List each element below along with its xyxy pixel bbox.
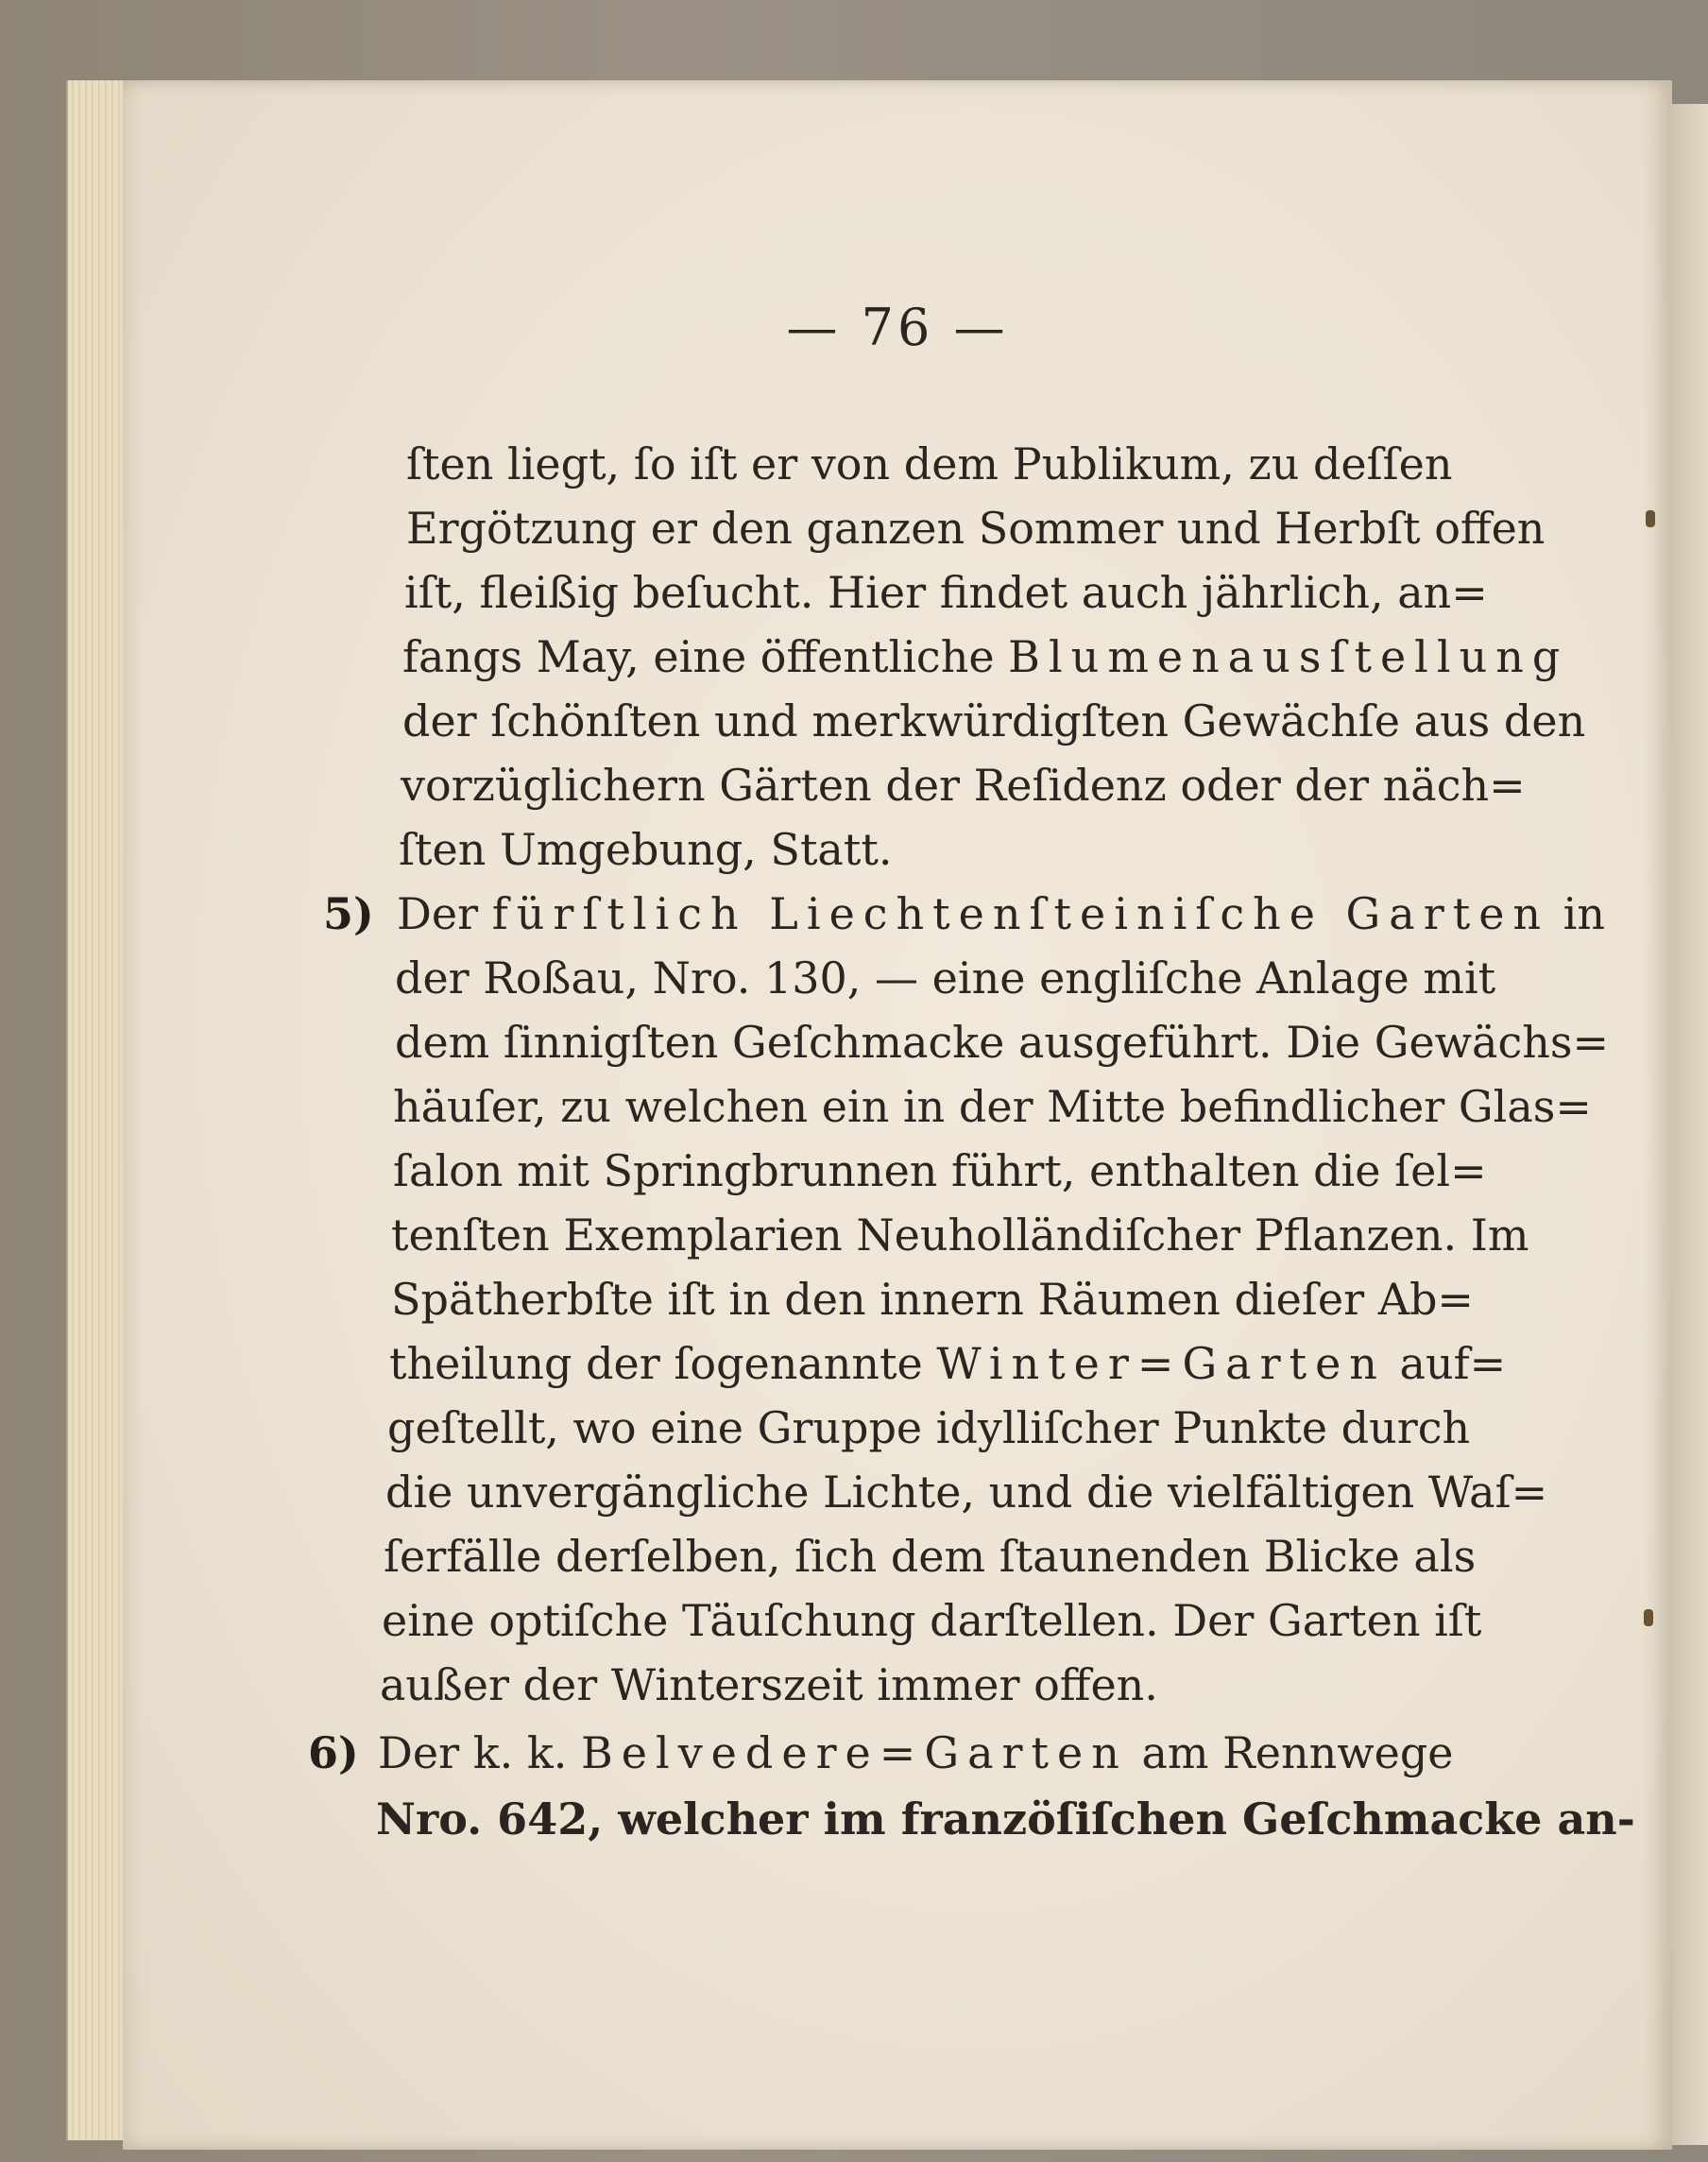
- emphasized-term: fürſtlich Liechtenſteiniſche Garten: [491, 888, 1550, 939]
- text-line: tenſten Exemplarien Neuholländiſcher Pflanzen. Im: [391, 1210, 1529, 1261]
- text-line: Nro. 642, welcher im franzöſiſchen Geſchmacke an-: [376, 1793, 1635, 1845]
- emphasized-term: Blumenausſtellung: [1008, 631, 1569, 682]
- emphasized-term: Belvedere=Garten: [580, 1727, 1128, 1778]
- text-line: Ergötzung er den ganzen Sommer und Herbſt offen: [406, 503, 1546, 554]
- text-line: eine optiſche Täuſchung darſtellen. Der Garten iſt: [382, 1595, 1482, 1646]
- text-line: dem ſinnigſten Geſchmacke ausgeführt. Die Gewächs=: [395, 1017, 1610, 1068]
- text-line: theilung der ſogenannte Winter=Garten auf=: [389, 1338, 1507, 1389]
- emphasized-term: Winter=Garten: [936, 1338, 1386, 1389]
- body-text: [123, 80, 1672, 2150]
- text-line: iſt, fleißig beſucht. Hier findet auch jährlich, an=: [404, 567, 1488, 618]
- text-line: Spätherbſte iſt in den innern Räumen dieſer Ab=: [391, 1274, 1474, 1325]
- binding-mark: [1644, 1609, 1653, 1626]
- item-number: 5): [323, 888, 374, 939]
- text-line: vorzüglichern Gärten der Reſidenz oder der näch=: [401, 760, 1526, 811]
- book-page: [123, 80, 1672, 2150]
- text-line: außer der Winterszeit immer offen.: [380, 1659, 1158, 1710]
- text-line: häuſer, zu welchen ein in der Mitte befindlicher Glas=: [393, 1081, 1592, 1132]
- text-line: der ſchönſten und merkwürdigſten Gewächſe aus den: [402, 695, 1586, 746]
- text-line: der Roßau, Nro. 130, — eine engliſche Anlage mit: [395, 952, 1496, 1004]
- text-line: die unvergängliche Lichte, und die vielfältigen Waſ=: [385, 1467, 1548, 1518]
- text-line: ſalon mit Springbrunnen führt, enthalten die ſel=: [393, 1145, 1487, 1196]
- binding-mark: [1646, 510, 1655, 527]
- list-item-5: 5) Der fürſtlich Liechtenſteiniſche Garten in: [123, 882, 1672, 946]
- text-line: ſerfälle derſelben, ſich dem ſtaunenden Blicke als: [384, 1531, 1477, 1582]
- page-number: — 76 —: [786, 298, 1009, 357]
- text-line: fangs May, eine öffentliche Blumenausſtellung: [402, 631, 1569, 682]
- list-item-6: 6) Der k. k. Belvedere=Garten am Rennwege: [123, 1721, 1672, 1785]
- item-number: 6): [308, 1727, 359, 1778]
- text-line: geſtellt, wo eine Gruppe idylliſcher Punkte durch: [387, 1402, 1471, 1453]
- text-line: ſten liegt, ſo iſt er von dem Publikum, zu deſſen: [406, 438, 1453, 489]
- text-line: ſten Umgebung, Statt.: [399, 824, 893, 875]
